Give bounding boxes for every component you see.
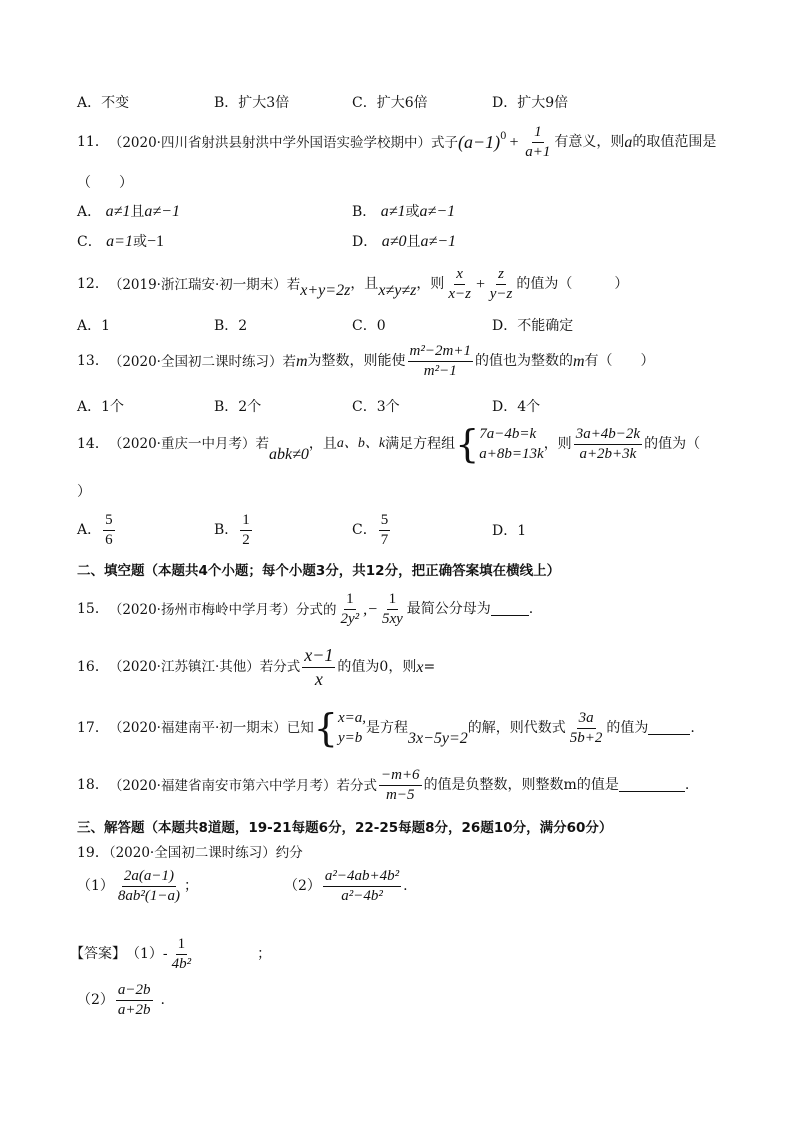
q15-f2-num: 1 bbox=[387, 591, 399, 610]
q17-mid2: 的解，则代数式 bbox=[467, 719, 566, 736]
q11-stem bbox=[77, 124, 716, 162]
q15-fraction-1 bbox=[338, 591, 361, 629]
q16-source: （2020·江苏镇江·其他）若分式 bbox=[108, 659, 301, 676]
q19-ans1-label: （1） bbox=[126, 946, 163, 963]
q13-option-d: D．4个 bbox=[492, 399, 541, 415]
q14-tail: 的值为（ bbox=[644, 435, 701, 452]
q19-ans1-num: 1 bbox=[176, 936, 188, 955]
q11-tail: 有意义，则 bbox=[554, 134, 625, 151]
q11-option-d bbox=[352, 232, 456, 251]
q14-option-a-frac bbox=[103, 512, 115, 550]
q15-f1-den: 2y² bbox=[340, 611, 360, 628]
q19-ans1-fraction bbox=[170, 936, 194, 974]
q16-tail: 的值为0，则 bbox=[337, 658, 417, 675]
q17-source: （2020·福建南平·初一期末）已知 bbox=[108, 720, 314, 737]
q14-f-den: a+2b+3k bbox=[579, 445, 637, 462]
q10-option-c: C．扩大6倍 bbox=[352, 95, 428, 111]
section-3-heading: 三、解答题（本题共8道题，19-21每题6分，22-25每题8分，26题10分，满分60分） bbox=[77, 820, 613, 836]
q12-f2-num: z bbox=[496, 266, 506, 285]
q18-source: （2020·福建省南安市第六中学月考）若分式 bbox=[108, 777, 377, 794]
q11-source: （2020·四川省射洪县射洪中学外国语实验学校期中）式子 bbox=[108, 134, 458, 151]
section-2-heading: 二、填空题（本题共4个小题；每个小题3分，共12分，把正确答案填在横线上） bbox=[77, 563, 561, 579]
q11-option-c-math1: a=1 bbox=[106, 233, 133, 250]
q14-option-d-text: 1 bbox=[517, 523, 527, 539]
q13-f-num: m²−2m+1 bbox=[408, 343, 473, 362]
q11-number: 11． bbox=[77, 134, 109, 151]
q15-answer-blank[interactable] bbox=[491, 603, 529, 616]
q19-ans1-end: ； bbox=[257, 946, 272, 963]
q19-p1-label: （1） bbox=[77, 878, 114, 895]
q14-option-d-letter: D． bbox=[492, 523, 518, 539]
q14-fraction bbox=[574, 426, 642, 464]
q14-eq1: 7a−4b=k bbox=[479, 426, 537, 442]
q11-option-b-conn: 或 bbox=[405, 204, 420, 220]
q14-option-b-den: 2 bbox=[242, 532, 250, 549]
q14-option-a bbox=[77, 512, 117, 550]
q14-option-c-letter: C． bbox=[352, 522, 377, 539]
q19-answer-label: 【答案】 bbox=[70, 946, 126, 963]
q11-option-a-conn: 且 bbox=[130, 204, 145, 220]
q13-number: 13． bbox=[77, 353, 109, 370]
q11-option-c-conn: 或 bbox=[132, 234, 147, 250]
q16-number: 16． bbox=[77, 658, 109, 675]
q13-option-a: A．1个 bbox=[77, 399, 125, 415]
q13-option-b: B．2个 bbox=[214, 399, 262, 415]
q14-brace: { bbox=[455, 422, 480, 467]
q10-option-b: B．扩大3倍 bbox=[214, 95, 290, 111]
q14-eq2: a+8b=13k bbox=[479, 446, 544, 463]
q12-f1-den: x−z bbox=[448, 286, 471, 303]
q12-option-a: A．1 bbox=[77, 318, 111, 334]
q12-stem bbox=[77, 266, 628, 304]
q14-stem bbox=[77, 424, 700, 465]
q11-option-b bbox=[352, 202, 455, 221]
q17-brace: { bbox=[313, 706, 338, 751]
q12-fraction-2 bbox=[488, 266, 515, 304]
q17-system bbox=[338, 708, 366, 749]
q13-source: （2020·全国初二课时练习）若 bbox=[108, 353, 296, 370]
q17-fraction bbox=[568, 710, 605, 748]
q12-cond2: x≠y≠z bbox=[378, 282, 417, 300]
q15-stem bbox=[77, 591, 533, 629]
q10-option-a: A．不变 bbox=[77, 95, 130, 111]
q15-f2-den: 5xy bbox=[381, 611, 403, 628]
q14-mid3: ，则 bbox=[543, 435, 572, 452]
q13-var2: m bbox=[572, 353, 585, 371]
q11-frac-num: 1 bbox=[532, 124, 544, 143]
q12-option-d: D．不能确定 bbox=[492, 318, 574, 334]
q18-tail: 的值是负整数，则整数m的值是 bbox=[423, 777, 619, 794]
q19-p1-end: ； bbox=[184, 878, 199, 895]
q19-ans1-sign: - bbox=[162, 946, 168, 963]
q14-paren-close: ） bbox=[77, 484, 91, 500]
q19-ans2-end: . bbox=[160, 992, 165, 1009]
q11-option-c-math2: −1 bbox=[146, 233, 164, 250]
q14-mid2: 满足方程组 bbox=[385, 435, 456, 452]
q19-p2-label: （2） bbox=[284, 878, 321, 895]
q11-option-a-math1: a≠1 bbox=[105, 203, 131, 220]
q12-plus: + bbox=[474, 276, 486, 294]
q19-p2-num: a²−4ab+4b² bbox=[323, 868, 401, 887]
q19-ans2-fraction bbox=[116, 982, 153, 1020]
q15-fraction-2 bbox=[380, 591, 405, 629]
q14-option-b-num: 1 bbox=[240, 512, 252, 531]
q14-vars: a、b、k bbox=[336, 435, 386, 451]
q14-option-c-den: 7 bbox=[380, 532, 389, 549]
q11-option-d-math2: a≠−1 bbox=[420, 233, 457, 250]
q14-option-b-frac bbox=[240, 512, 252, 550]
q15-tail: 最简公分母为 bbox=[406, 601, 491, 618]
q12-option-b: B．2 bbox=[214, 318, 248, 334]
q11-tail2: 的取值范围是 bbox=[632, 134, 717, 151]
q14-system bbox=[479, 424, 543, 465]
q14-option-c-frac bbox=[379, 512, 391, 550]
q11-option-d-conn: 且 bbox=[406, 234, 421, 250]
q17-eq2: y=b bbox=[337, 730, 363, 747]
q11-option-b-letter: B． bbox=[352, 204, 377, 220]
q11-option-b-math1: a≠1 bbox=[380, 203, 406, 220]
q19-p2-end: . bbox=[403, 878, 408, 895]
q11-option-a-letter: A． bbox=[77, 204, 102, 220]
q19-p2-fraction bbox=[323, 868, 401, 906]
q12-option-c: C．0 bbox=[352, 318, 386, 334]
q12-number: 12． bbox=[77, 276, 109, 293]
q11-option-d-letter: D． bbox=[352, 234, 378, 250]
q16-fraction bbox=[302, 645, 335, 689]
q19-ans1-den: 4b² bbox=[171, 956, 192, 973]
q15-number: 15． bbox=[77, 601, 109, 618]
q11-option-a-math2: a≠−1 bbox=[144, 203, 180, 220]
q16-eq: = bbox=[423, 658, 436, 675]
q11-option-a bbox=[77, 202, 180, 221]
q19-ans2-den: a+2b bbox=[117, 1002, 151, 1019]
q13-stem bbox=[77, 343, 655, 381]
q18-answer-blank[interactable] bbox=[619, 779, 685, 792]
q12-source: （2019·浙江瑞安·初一期末）若 bbox=[108, 276, 301, 293]
q19-p1-fraction bbox=[116, 868, 182, 906]
q19-ans2-label: （2） bbox=[77, 992, 114, 1009]
q19-answer-1 bbox=[70, 936, 271, 974]
q14-f-num: 3a+4b−2k bbox=[574, 426, 642, 445]
q12-cond1: x+y=2z bbox=[300, 282, 351, 300]
q17-answer-blank[interactable] bbox=[648, 722, 690, 735]
q11-option-c bbox=[77, 232, 164, 251]
q11-var: a bbox=[624, 134, 633, 152]
q15-source: （2020·扬州市梅岭中学月考）分式的 bbox=[108, 601, 337, 618]
q14-option-b-letter: B． bbox=[214, 522, 239, 539]
q18-fraction bbox=[379, 767, 422, 805]
q14-option-a-letter: A． bbox=[77, 522, 102, 539]
q18-f-den: m−5 bbox=[386, 787, 415, 804]
q19-stem bbox=[77, 845, 303, 862]
q14-option-b bbox=[214, 512, 254, 550]
q19-p2-den: a²−4b² bbox=[341, 888, 383, 905]
q11-option-c-letter: C． bbox=[77, 234, 102, 250]
q11-option-d-math1: a≠0 bbox=[381, 233, 407, 250]
q16-var: x bbox=[416, 658, 424, 676]
q16-stem bbox=[77, 645, 435, 689]
q19-p1-den: 8ab²(1−a) bbox=[117, 888, 181, 905]
q17-number: 17． bbox=[77, 719, 109, 736]
q14-option-c-num: 5 bbox=[379, 512, 391, 531]
q12-f2-den: y−z bbox=[489, 286, 513, 303]
q13-var: m bbox=[295, 353, 308, 371]
q17-end: . bbox=[690, 719, 695, 736]
q17-tail: 的值为 bbox=[606, 719, 649, 736]
q13-tail: 的值也为整数的 bbox=[474, 353, 573, 370]
q14-number: 14． bbox=[77, 435, 109, 452]
q14-option-c bbox=[352, 512, 392, 550]
q11-paren: （ ） bbox=[77, 175, 133, 191]
q19-part-1 bbox=[77, 868, 198, 906]
q12-mid2: ，则 bbox=[416, 276, 445, 293]
q14-mid: ，且 bbox=[308, 435, 337, 452]
q11-expr-exp: 0 bbox=[500, 130, 507, 142]
q11-frac-den: a+1 bbox=[525, 144, 551, 161]
q10-option-d: D．扩大9倍 bbox=[492, 95, 569, 111]
q12-fraction-1 bbox=[446, 266, 473, 304]
q19-p1-num: 2a(a−1) bbox=[122, 868, 176, 887]
q19-part-2 bbox=[284, 868, 408, 906]
q11-expr-base: (a−1) bbox=[457, 131, 501, 152]
q18-number: 18． bbox=[77, 777, 109, 794]
q19-source: （2020·全国初二课时练习）约分 bbox=[108, 845, 303, 861]
q17-mid: 是方程 bbox=[366, 719, 408, 736]
q12-mid: ，且 bbox=[350, 276, 379, 293]
q17-f-den: 5b+2 bbox=[569, 729, 603, 746]
q19-number: 19． bbox=[77, 845, 109, 861]
q17-eq1: x=a, bbox=[337, 710, 366, 726]
q14-option-d bbox=[492, 523, 526, 540]
q13-mid: 为整数，则能使 bbox=[307, 353, 406, 370]
q18-stem bbox=[77, 767, 689, 805]
q15-end: . bbox=[528, 601, 534, 618]
q18-f-num: −m+6 bbox=[379, 767, 422, 786]
q12-tail: 的值为（ ） bbox=[516, 276, 629, 293]
q13-f-den: m²−1 bbox=[423, 363, 457, 380]
q14-option-a-den: 6 bbox=[105, 532, 113, 549]
q17-stem bbox=[77, 708, 695, 749]
q14-source: （2020·重庆一中月考）若 bbox=[108, 436, 269, 453]
q14-cond: abk≠0 bbox=[268, 445, 309, 463]
q13-tail2: 有（ ） bbox=[584, 353, 655, 370]
q16-f-den: x bbox=[314, 668, 323, 689]
q12-f1-num: x bbox=[454, 266, 465, 285]
q11-option-b-math2: a≠−1 bbox=[419, 203, 456, 220]
q13-fraction bbox=[408, 343, 473, 381]
q17-equation: 3x−5y=2 bbox=[408, 729, 468, 747]
q14-option-a-num: 5 bbox=[103, 512, 115, 531]
q19-ans2-num: a−2b bbox=[116, 982, 153, 1001]
q17-f-num: 3a bbox=[577, 710, 596, 729]
q15-comma: ,− bbox=[363, 601, 378, 619]
q18-end: . bbox=[684, 777, 690, 794]
q16-f-num: x−1 bbox=[302, 645, 335, 668]
q15-f1-num: 1 bbox=[344, 591, 356, 610]
q11-fraction bbox=[523, 124, 552, 162]
q19-answer-2 bbox=[77, 982, 165, 1020]
q13-option-c: C．3个 bbox=[352, 399, 400, 415]
q11-plus: + bbox=[508, 134, 520, 152]
